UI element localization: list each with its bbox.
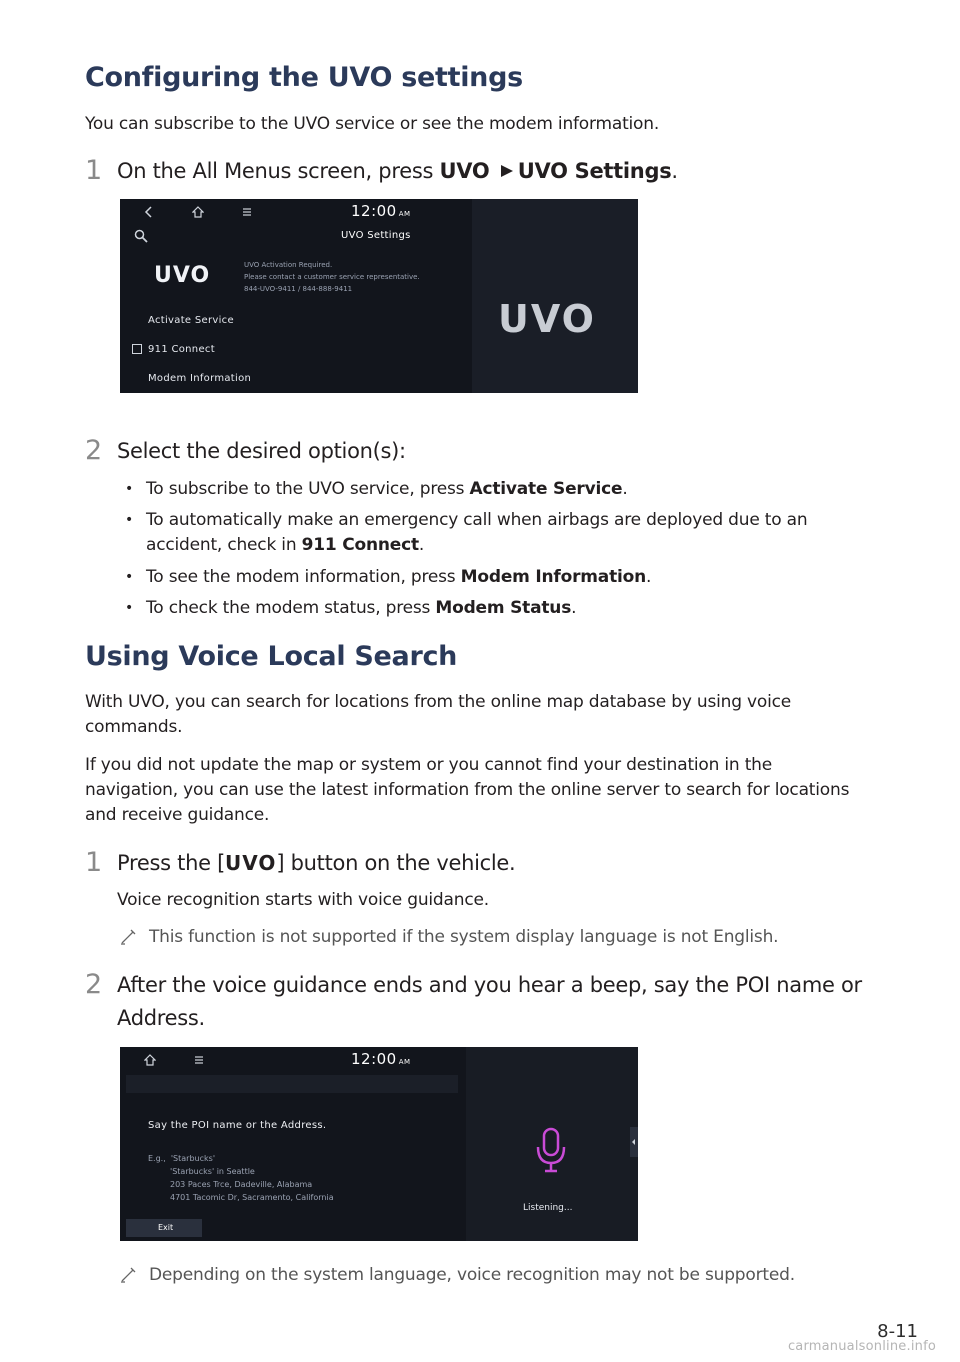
play-arrow-icon — [500, 164, 514, 178]
step-text — [117, 969, 862, 1035]
home-icon[interactable] — [192, 206, 204, 218]
step-number: 1 — [85, 847, 103, 878]
example-line: 4701 Tacomic Dr, Sacramento, California — [170, 1193, 334, 1202]
listening-status: Listening... — [523, 1203, 573, 1213]
example-line: 203 Paces Trce, Dadeville, Alabama — [170, 1180, 313, 1189]
bullet-bold: Modem Status — [435, 598, 572, 618]
note — [149, 927, 778, 947]
911-connect-item[interactable]: 911 Connect — [148, 344, 215, 355]
notice-line-1: UVO Activation Required. — [244, 261, 333, 269]
search-bar — [126, 1075, 458, 1093]
bullet-text: To automatically make an emergency call when airbags are deployed due to an — [146, 510, 808, 530]
search-icon[interactable] — [134, 229, 148, 243]
note — [149, 1265, 795, 1285]
voice-search-screen — [120, 1047, 638, 1241]
uvo-logo-large: UVO — [498, 297, 596, 341]
bullet-post: . — [418, 535, 425, 555]
bullet-item — [125, 596, 577, 621]
section-title-voice-search: Using Voice Local Search — [85, 641, 458, 672]
paragraph-line: With UVO, you can search for locations from the online map database by using voice — [85, 692, 792, 712]
paragraph-line: navigation, you can use the latest information from the online server to search for locations — [85, 780, 850, 800]
paragraph-line: If you did not update the map or system or you cannot find your destination in the — [85, 755, 773, 775]
bullet-dot: • — [125, 512, 134, 528]
example-line: 'Starbucks' — [170, 1154, 216, 1163]
screen-title: UVO Settings — [341, 230, 411, 241]
bullet-dot: • — [125, 600, 134, 616]
microphone-icon — [534, 1127, 568, 1175]
paragraph-line: commands. — [85, 717, 183, 737]
home-icon[interactable] — [144, 1054, 156, 1066]
step-text-post: ] button on the vehicle. — [276, 851, 516, 875]
bullet-bold: 911 Connect — [301, 535, 419, 555]
notice-line-2: Please contact a customer service representative. — [244, 273, 420, 281]
clock-time: 12:00 — [351, 1050, 397, 1068]
bullet-item — [125, 477, 628, 502]
clock — [351, 202, 411, 220]
note-text: Depending on the system language, voice recognition may not be supported. — [149, 1265, 795, 1285]
menu-icon[interactable] — [242, 207, 252, 217]
section-title-uvo-settings: Configuring the UVO settings — [85, 62, 523, 93]
activation-notice — [244, 259, 420, 295]
paragraph-line: and receive guidance. — [85, 805, 270, 825]
page-number: 8-11 — [877, 1321, 918, 1342]
watermark[interactable]: carmanualsonline.info — [787, 1339, 936, 1354]
step-text: Select the desired option(s): — [117, 439, 406, 463]
step-text-post: . — [671, 159, 678, 183]
bullet-text: To subscribe to the UVO service, press — [146, 479, 470, 499]
modem-information-item[interactable]: Modem Information — [148, 373, 252, 384]
note-pencil-icon — [119, 1266, 137, 1284]
voice-prompt: Say the POI name or the Address. — [148, 1120, 327, 1131]
examples — [148, 1152, 334, 1204]
step-sub-text: Voice recognition starts with voice guidance. — [117, 890, 489, 910]
clock-ampm: AM — [398, 1058, 411, 1066]
step-text — [117, 847, 515, 880]
bullet-bold: Activate Service — [469, 479, 623, 499]
uvo-logo-small — [154, 263, 210, 288]
collapse-arrow-icon[interactable] — [628, 1127, 638, 1157]
step-uvo-bold: UVO — [439, 159, 490, 183]
uvo-button-logo: UVO — [224, 851, 277, 875]
step-number: 2 — [85, 435, 103, 466]
bullet-dot: • — [125, 569, 134, 585]
back-icon[interactable] — [144, 206, 154, 218]
paragraph — [85, 690, 791, 740]
step-text — [117, 155, 678, 188]
paragraph — [85, 753, 849, 828]
bullet-bold: Modem Information — [460, 567, 647, 587]
menu-icon[interactable] — [194, 1055, 204, 1065]
bullet-post: . — [646, 567, 652, 587]
911-connect-checkbox[interactable] — [132, 344, 142, 354]
bullet-item — [125, 565, 652, 590]
bullet-text: To see the modem information, press — [146, 567, 461, 587]
uvo-logo-text: UVO — [154, 263, 211, 288]
example-line: 'Starbucks' in Seattle — [170, 1167, 255, 1176]
exit-label: Exit — [158, 1223, 174, 1232]
activate-service-item[interactable]: Activate Service — [148, 315, 234, 326]
step-text-line: After the voice guidance ends and you hear a beep, say the POI name or — [117, 973, 862, 997]
bullet-dot: • — [125, 481, 134, 497]
bullet-text-2: accident, check in — [146, 535, 302, 555]
bullet-post: . — [571, 598, 577, 618]
bullet-post: . — [622, 479, 628, 499]
note-pencil-icon — [119, 928, 137, 946]
intro-text: You can subscribe to the UVO service or see the modem information. — [85, 114, 660, 134]
clock-time: 12:00 — [351, 202, 397, 220]
bullet-item — [125, 508, 846, 558]
notice-line-3: 844-UVO-9411 / 844-888-9411 — [244, 285, 353, 293]
note-text: This function is not supported if the system display language is not English. — [149, 927, 779, 947]
clock-ampm: AM — [398, 210, 411, 218]
step-number: 2 — [85, 969, 103, 1000]
step-text-pre: On the All Menus screen, press — [117, 159, 440, 183]
exit-button[interactable] — [126, 1219, 202, 1237]
step-text-pre: Press the [ — [117, 851, 225, 875]
step-number: 1 — [85, 155, 103, 186]
bullet-text: To check the modem status, press — [146, 598, 436, 618]
step-uvo-settings-bold: UVO Settings — [517, 159, 672, 183]
step-text-line: Address. — [117, 1006, 205, 1030]
uvo-settings-screen — [120, 199, 638, 393]
clock — [351, 1050, 411, 1068]
eg-label: E.g., — [148, 1154, 166, 1163]
logo-panel — [472, 199, 638, 393]
